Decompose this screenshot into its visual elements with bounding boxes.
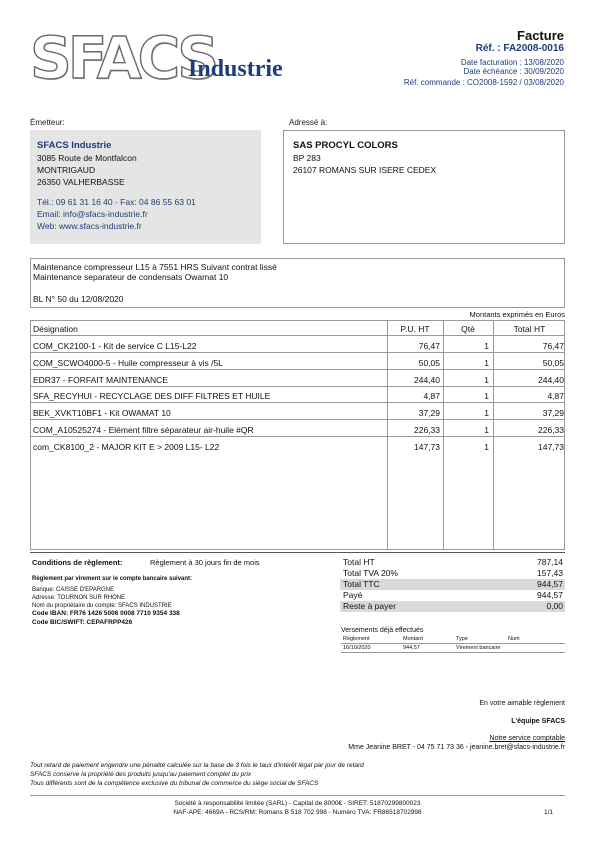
item-designation: BEK_XVKT10BF1 - Kit OWAMAT 10: [33, 408, 171, 418]
accounting-contact: Mme Jeanine BRET - 04 75 71 73 36 - jeanine.bret@sfacs-industrie.fr: [348, 744, 565, 751]
payments-header: Règlement: [343, 636, 370, 642]
total-label: Total HT: [343, 557, 375, 567]
payments-header: Num: [508, 636, 520, 642]
column-header-quantity: Qté: [461, 324, 475, 334]
bank-name: Banque: CAISSE D'EPARGNE: [32, 587, 115, 593]
total-value: 787,14: [537, 557, 563, 567]
item-designation: SFA_RECYHUI - RECYCLAGE DES DIFF FILTRES ET HUILE: [33, 391, 271, 401]
item-quantity: 1: [484, 358, 489, 368]
issuer-name: SFACS Industrie: [37, 140, 112, 151]
issuer-label: Émetteur:: [30, 118, 65, 127]
item-designation: COM_CK2100-1 - Kit de service C L15-L22: [33, 341, 197, 351]
payments-header: Type: [456, 636, 468, 642]
bank-address: Adresse: TOURNON SUR RHONE: [32, 595, 126, 601]
item-designation: EDR37 - FORFAIT MAINTENANCE: [33, 375, 168, 385]
payment-date: 16/10/2020: [343, 645, 371, 651]
legal-note: Tous différents sont de la compétence exclusive du tribunal de commerce du siège social de SFACS: [30, 780, 319, 787]
item-unit-price: 226,33: [414, 425, 440, 435]
item-quantity: 1: [484, 408, 489, 418]
order-reference: Réf. commande : CO2008-1592 / 03/08/2020: [403, 78, 564, 87]
description-line: Maintenance compresseur L15 à 7551 HRS Suivant contrat lissé: [33, 262, 277, 272]
client-box: [283, 130, 565, 244]
due-date: Date échéance : 30/09/2020: [463, 67, 564, 76]
payments-title: Versements déjà effectués: [341, 627, 424, 634]
item-quantity: 1: [484, 375, 489, 385]
company-logo-subtitle: Industrie: [188, 56, 283, 82]
closing-greeting: En votre aimable règlement: [479, 700, 565, 707]
payments-table: [341, 636, 565, 653]
total-value: 944,57: [537, 579, 563, 589]
invoice-reference: Réf. : FA2008-0016: [475, 43, 564, 54]
document-title: Facture: [517, 28, 564, 43]
item-designation: COM_SCWO4000-5 - Huile compresseur à vis /5L: [33, 358, 223, 368]
payment-terms-value: Règlement à 30 jours fin de mois: [150, 558, 260, 567]
item-total: 37,29: [542, 408, 564, 418]
item-quantity: 1: [484, 341, 489, 351]
issuer-address-line: 3085 Route de Montfalcon: [37, 153, 137, 163]
company-logo: SFACS: [30, 24, 216, 92]
client-address-line: BP 283: [293, 153, 321, 163]
payment-type: Virement bancaire: [456, 645, 501, 651]
item-total: 244,40: [538, 375, 564, 385]
page-number: 1/1: [543, 809, 553, 816]
currency-note: Montants exprimés en Euros: [469, 310, 565, 319]
total-row: [340, 557, 565, 568]
items-table: [30, 320, 565, 550]
item-unit-price: 50,05: [418, 358, 440, 368]
issuer-address-line: MONTRIGAUD: [37, 165, 96, 175]
total-row: [340, 568, 565, 579]
footer-divider: [30, 795, 565, 796]
item-designation: com_CK8100_2 - MAJOR KIT E > 2009 L15- L22: [33, 442, 220, 452]
total-row: [340, 590, 565, 601]
issuer-phone: Tél.: 09 61 31 16 40 - Fax: 04 86 55 63 01: [37, 197, 196, 207]
issuer-address-line: 26350 VALHERBASSE: [37, 177, 125, 187]
item-quantity: 1: [484, 391, 489, 401]
client-address-line: 26107 ROMANS SUR ISERE CEDEX: [293, 165, 437, 175]
issuer-website[interactable]: Web: www.sfacs-industrie.fr: [37, 221, 142, 231]
description-box: [30, 258, 565, 308]
item-unit-price: 147,73: [414, 442, 440, 452]
issuer-email[interactable]: Email: info@sfacs-industrie.fr: [37, 209, 148, 219]
footer-company-info: Société à responsabilité limitée (SARL) - Capital de 8000€ - SIRET: 51870299800023: [174, 800, 421, 807]
item-total: 50,05: [542, 358, 564, 368]
client-name: SAS PROCYL COLORS: [293, 140, 398, 151]
payment-terms-label: Conditions de règlement:: [32, 558, 123, 567]
accounting-service: Notre service comptable: [489, 735, 565, 742]
payments-header: Montant: [403, 636, 423, 642]
total-label: Reste à payer: [343, 601, 396, 611]
totals-block: [340, 557, 565, 612]
legal-note: SFACS conserve la propriété des produits jusqu'au paiement complet du prix: [30, 771, 252, 778]
total-label: Total TVA 20%: [343, 568, 398, 578]
delivery-note: BL N° 50 du 12/08/2020: [33, 294, 124, 304]
total-label: Total TTC: [343, 579, 380, 589]
issuer-box: [30, 130, 261, 244]
table-row: [341, 644, 565, 653]
bank-transfer-label: Règlement par virement sur le compte bancaire suivant:: [32, 576, 193, 582]
item-total: 147,73: [538, 442, 564, 452]
total-value: 0,00: [546, 601, 563, 611]
footer-registration-info: NAF-APE: 4669A - RCS/RM: Romans B 518 702 998 - Numéro TVA: FR86518702998: [173, 809, 422, 816]
column-header-designation: Désignation: [33, 324, 78, 334]
column-header-total: Total HT: [513, 324, 546, 334]
total-row: [340, 601, 565, 612]
item-unit-price: 4,87: [423, 391, 440, 401]
description-line: Maintenance separateur de condensats Owamat 10: [33, 272, 229, 282]
total-value: 157,43: [537, 568, 563, 578]
item-unit-price: 76,47: [418, 341, 440, 351]
column-header-unit-price: P.U. HT: [400, 324, 430, 334]
item-total: 226,33: [538, 425, 564, 435]
account-owner: Nom du propriétaire du compte: SFACS INDUSTRIE: [32, 603, 172, 609]
bic-swift: Code BIC/SWIFT: CEPAFRPP426: [32, 619, 133, 626]
item-quantity: 1: [484, 425, 489, 435]
iban: Code IBAN: FR76 1426 5006 0008 7710 9354 338: [32, 610, 180, 617]
invoice-date: Date facturation : 13/08/2020: [460, 58, 564, 67]
item-total: 76,47: [542, 341, 564, 351]
closing-team: L'équipe SFACS: [511, 718, 565, 725]
client-label: Adressé à:: [289, 118, 328, 127]
item-designation: COM_A10525274 - Elément filtre séparateur air-huile #QR: [33, 425, 254, 435]
item-total: 4,87: [547, 391, 564, 401]
divider: [30, 552, 565, 553]
item-unit-price: 37,29: [418, 408, 440, 418]
item-unit-price: 244,40: [414, 375, 440, 385]
legal-note: Tout retard de paiement engendre une pénalité calculée sur la base de 3 fois le taux d'intérêt légal par jour de retard: [30, 762, 364, 769]
item-quantity: 1: [484, 442, 489, 452]
total-row: [340, 579, 565, 590]
payment-amount: 944,57: [403, 645, 420, 651]
total-value: 944,57: [537, 590, 563, 600]
total-label: Payé: [343, 590, 363, 600]
